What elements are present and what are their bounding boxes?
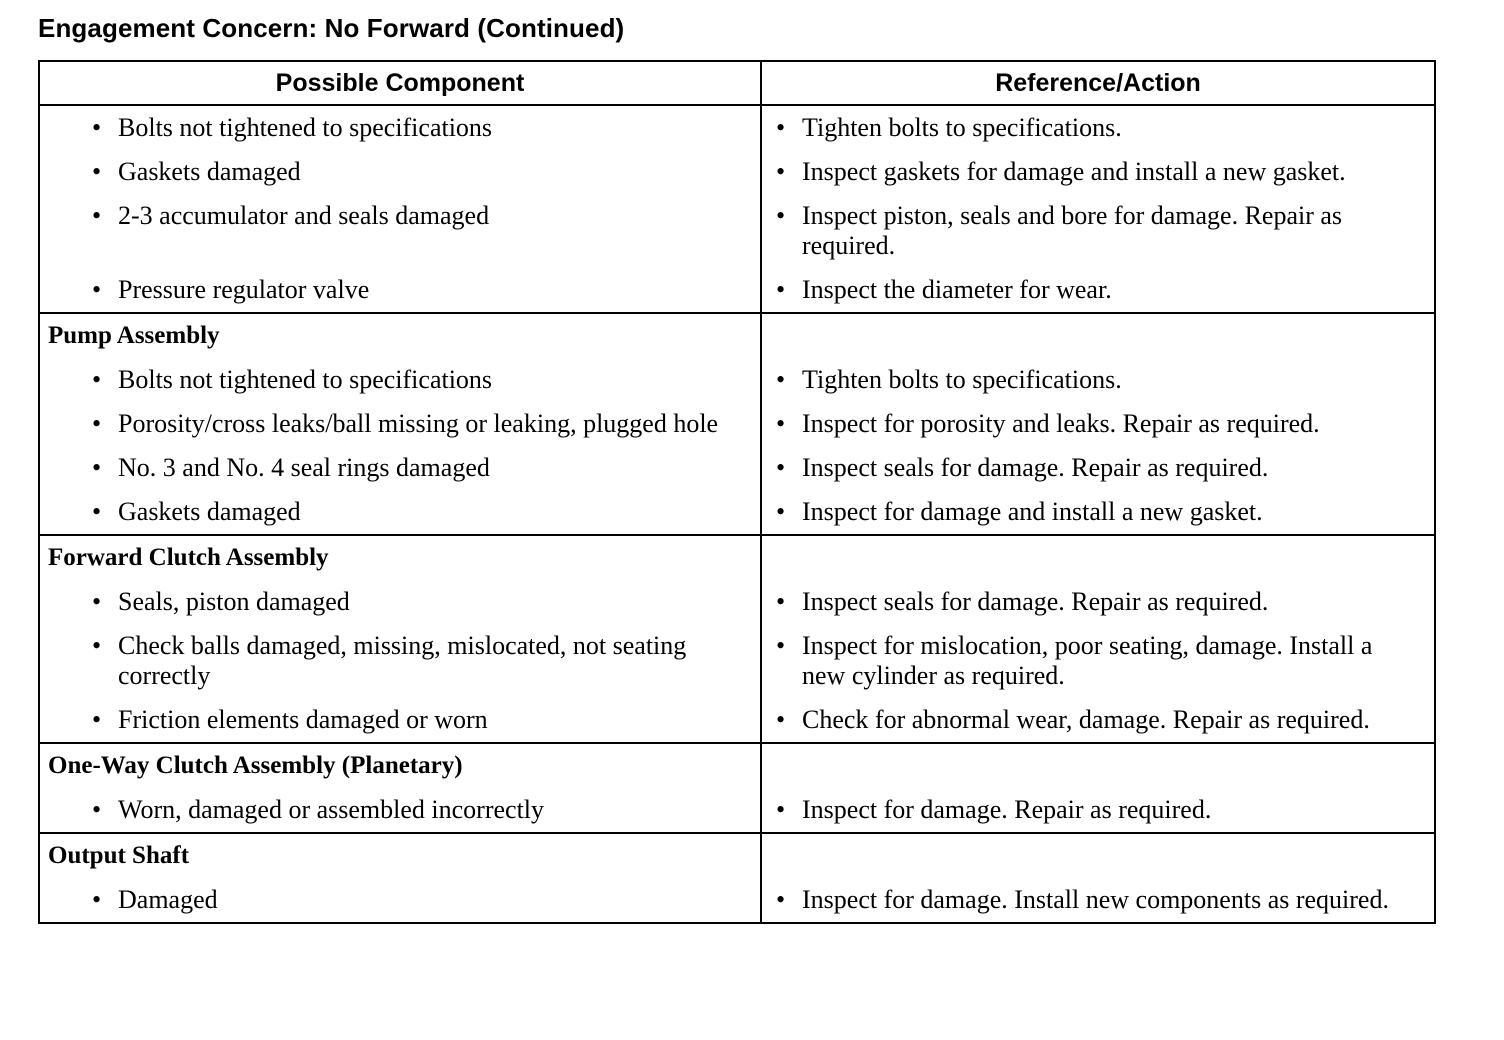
section-header-row [40,536,1434,580]
bullet: • [92,795,102,824]
action-cell [762,358,1434,402]
component-cell [40,878,762,922]
component-cell [40,446,762,490]
action-item [762,795,1434,825]
component-text: Seals, piston damaged [118,587,350,616]
table-row [40,788,1434,832]
action-item [762,113,1434,143]
diagnostic-table [38,60,1436,924]
table-section-continued [40,106,1434,314]
bullet: • [776,275,786,304]
component-cell [40,698,762,742]
section-title-spacer [762,834,1434,878]
component-cell [40,268,762,312]
action-item [762,885,1434,915]
header-possible-component: Possible Component [40,62,762,104]
bullet: • [776,885,786,914]
bullet: • [776,795,786,824]
bullet: • [92,157,102,186]
table-row [40,358,1434,402]
component-cell [40,106,762,150]
table-row [40,106,1434,150]
section-title: Pump Assembly [40,314,762,358]
section-title: Forward Clutch Assembly [40,536,762,580]
bullet: • [776,201,786,230]
bullet: • [92,885,102,914]
component-cell [40,402,762,446]
table-row [40,698,1434,742]
action-item [762,453,1434,483]
table-row [40,878,1434,922]
action-cell [762,150,1434,194]
component-item [40,587,760,617]
component-text: Friction elements damaged or worn [118,705,488,734]
component-text: 2-3 accumulator and seals damaged [118,201,490,230]
action-cell [762,446,1434,490]
bullet: • [776,631,786,660]
table-row [40,580,1434,624]
component-text: Pressure regulator valve [118,275,370,304]
section-header-row [40,834,1434,878]
action-item [762,631,1434,691]
section-header-row [40,744,1434,788]
action-text: Tighten bolts to specifications. [802,365,1122,394]
action-text: Inspect the diameter for wear. [802,275,1112,304]
action-text: Inspect for damage and install a new gasket. [802,497,1263,526]
action-cell [762,106,1434,150]
component-text: Bolts not tightened to specifications [118,113,493,142]
action-cell [762,624,1434,698]
action-text: Inspect seals for damage. Repair as required. [802,587,1269,616]
bullet: • [776,453,786,482]
bullet: • [92,201,102,230]
action-text: Inspect for damage. Install new components as required. [802,885,1389,914]
component-item [40,885,760,915]
component-item [40,453,760,483]
component-cell [40,580,762,624]
component-text: No. 3 and No. 4 seal rings damaged [118,453,490,482]
section-title: Output Shaft [40,834,762,878]
component-item [40,201,760,231]
component-text: Bolts not tightened to specifications [118,365,493,394]
action-item [762,157,1434,187]
table-row [40,624,1434,698]
bullet: • [776,113,786,142]
component-cell [40,788,762,832]
action-item [762,365,1434,395]
component-cell [40,150,762,194]
action-text: Tighten bolts to specifications. [802,113,1122,142]
action-text: Check for abnormal wear, damage. Repair as required. [802,705,1370,734]
action-cell [762,490,1434,534]
bullet: • [92,631,102,660]
action-text: Inspect for mislocation, poor seating, damage. Install a new cylinder as required. [802,631,1373,690]
component-text: Porosity/cross leaks/ball missing or leaking, plugged hole [118,409,719,438]
bullet: • [776,365,786,394]
action-text: Inspect seals for damage. Repair as required. [802,453,1269,482]
section-title-spacer [762,744,1434,788]
table-section-forward-clutch-assembly [40,536,1434,744]
section-header-row [40,314,1434,358]
component-cell [40,624,762,698]
table-row [40,150,1434,194]
action-item [762,275,1434,305]
component-item [40,631,760,691]
component-text: Damaged [118,885,218,914]
table-header-row [40,62,1434,106]
bullet: • [92,113,102,142]
bullet: • [776,157,786,186]
action-text: Inspect for damage. Repair as required. [802,795,1212,824]
action-cell [762,268,1434,312]
bullet: • [92,453,102,482]
table-row [40,268,1434,312]
action-cell [762,194,1434,268]
header-reference-action: Reference/Action [995,69,1201,97]
action-text: Inspect for porosity and leaks. Repair as required. [802,409,1320,438]
table-row [40,446,1434,490]
table-section-pump-assembly [40,314,1434,536]
component-text: Gaskets damaged [118,157,301,186]
action-cell [762,878,1434,922]
component-text: Gaskets damaged [118,497,301,526]
bullet: • [776,497,786,526]
action-item [762,409,1434,439]
bullet: • [776,587,786,616]
table-section-one-way-clutch-assembly [40,744,1434,834]
component-item [40,365,760,395]
section-title-spacer [762,314,1434,358]
action-cell [762,580,1434,624]
bullet: • [92,365,102,394]
action-cell [762,698,1434,742]
bullet: • [92,409,102,438]
bullet: • [92,587,102,616]
action-item [762,201,1434,261]
component-item [40,275,760,305]
action-item [762,497,1434,527]
component-item [40,705,760,735]
table-row [40,194,1434,268]
page-title: Engagement Concern: No Forward (Continued) [38,13,625,43]
action-cell [762,402,1434,446]
bullet: • [776,409,786,438]
table-row [40,402,1434,446]
action-item [762,705,1434,735]
component-cell [40,358,762,402]
table-section-output-shaft [40,834,1434,922]
section-title-spacer [762,536,1434,580]
component-item [40,409,760,439]
bullet: • [92,705,102,734]
bullet: • [92,275,102,304]
bullet: • [92,497,102,526]
component-text: Worn, damaged or assembled incorrectly [118,795,545,824]
section-title: One-Way Clutch Assembly (Planetary) [40,744,762,788]
action-text: Inspect piston, seals and bore for damage. Repair as required. [802,201,1343,260]
bullet: • [776,705,786,734]
component-item [40,795,760,825]
component-cell [40,490,762,534]
action-cell [762,788,1434,832]
component-item [40,497,760,527]
action-item [762,587,1434,617]
component-text: Check balls damaged, missing, mislocated, not seating correctly [118,631,687,690]
component-item [40,113,760,143]
component-cell [40,194,762,268]
table-row [40,490,1434,534]
component-item [40,157,760,187]
action-text: Inspect gaskets for damage and install a new gasket. [802,157,1346,186]
